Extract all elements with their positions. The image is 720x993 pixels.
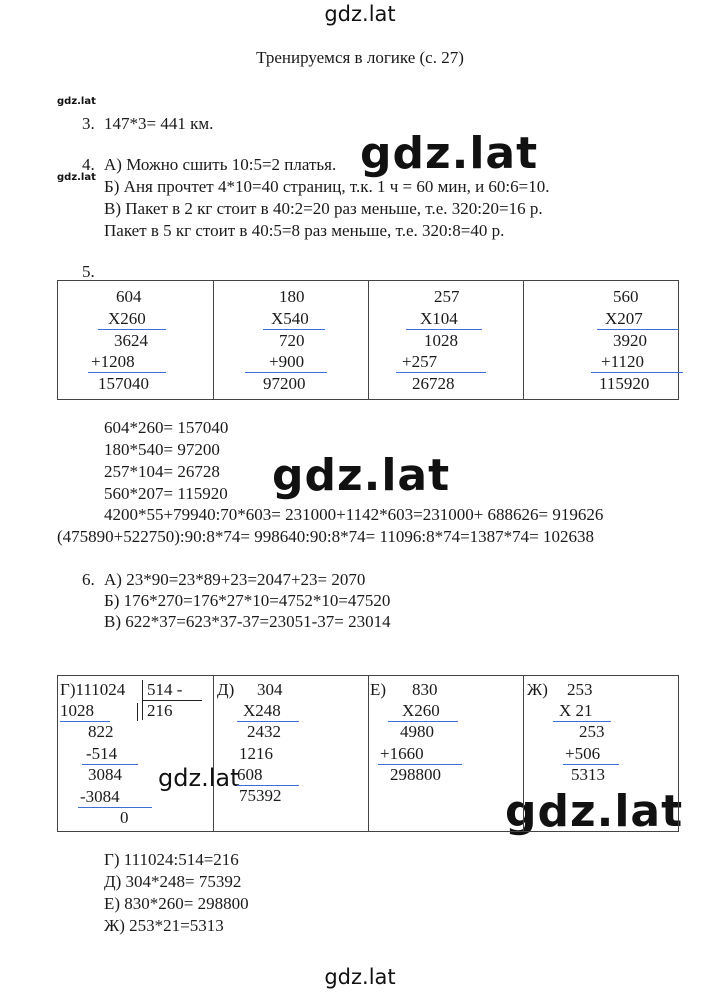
product-result: 26728 [412,374,455,393]
partial-product-2: +257 [402,352,438,371]
division-step-1: 1028 [60,701,94,720]
task3-number: 3. [82,114,95,133]
partial-product-2: +506 [565,744,601,763]
task6-result-zh: Ж) 253*21=5313 [104,916,224,935]
task6-division-cell [58,676,214,831]
task5-cell-4 [523,281,678,399]
item-label: Е) [370,680,387,699]
task4-number: 4. [82,155,95,174]
partial-product-2: +1120 [601,352,644,371]
partial-product-1: 2432 [247,722,281,741]
multiplicand: 257 [434,287,460,306]
underline [245,372,327,373]
item-label: Д) [217,680,235,699]
watermark-medium: gdz.lat [158,764,240,792]
task6-cell-e [368,676,524,831]
task6-line-a: А) 23*90=23*89+23=2047+23= 2070 [104,570,366,589]
product-result: 115920 [599,374,650,393]
multiplicand: 560 [613,287,639,306]
task5-result-2: 180*540= 97200 [104,440,220,459]
partial-product-1: 3624 [114,331,148,350]
task4-line-c: В) Пакет в 2 кг стоит в 40:2=20 раз меньше, т.е. 320:20=16 р. [104,199,543,218]
underline [78,807,152,808]
partial-product-1: 1028 [424,331,458,350]
task5-result-6: (475890+522750):90:8*74= 998640:90:8*74= 11096:8*74=1387*74= 102638 [57,527,594,546]
divisor: 514 - [147,680,183,699]
multiplicand: 304 [257,680,283,699]
division-remainder: 0 [120,808,129,827]
underline [591,372,683,373]
task6-result-g: Г) 111024:514=216 [104,850,239,869]
multiplicand: 604 [116,287,142,306]
division-step-4: 3084 [88,765,122,784]
partial-product-3: 608 [237,765,263,784]
quotient: 216 [147,701,173,720]
multiplier: X260 [402,701,440,720]
product-result: 157040 [98,374,149,393]
task4-line-b: Б) Аня прочтет 4*10=40 страниц, т.к. 1 ч = 60 мин, и 60:6=10. [104,177,550,196]
task3-text: 147*3= 441 км. [104,114,214,133]
watermark-top: gdz.lat [324,2,396,26]
division-step-3: -514 [86,744,118,763]
task6-result-e: Е) 830*260= 298800 [104,894,249,913]
underline [406,329,482,330]
multiplier: X260 [108,309,146,328]
task6-table [57,675,679,832]
task5-number: 5. [82,262,95,281]
task5-cell-1 [58,281,214,399]
underline [98,329,166,330]
task5-result-1: 604*260= 157040 [104,418,229,437]
task5-table [57,280,679,400]
partial-product-2: +1660 [380,744,424,763]
multiplicand: 180 [279,287,305,306]
partial-product-2: +900 [269,352,305,371]
task5-cell-2 [213,281,369,399]
product-result: 5313 [571,765,605,784]
task5-result-4: 560*207= 115920 [104,484,228,503]
multiplier: X248 [243,701,281,720]
task6-result-d: Д) 304*248= 75392 [104,872,242,891]
task4-line-a: А) Можно сшить 10:5=2 платья. [104,155,337,174]
division-step-5: -3084 [80,787,120,806]
multiplier: X 21 [559,701,593,720]
product-result: 97200 [263,374,306,393]
item-label: Ж) [527,680,548,699]
task6-line-b: Б) 176*270=176*27*10=4752*10=47520 [104,591,391,610]
multiplicand: 253 [567,680,593,699]
watermark-small-2: gdz.lat [57,172,96,183]
partial-product-1: 720 [279,331,305,350]
task6-line-c: В) 622*37=623*37-37=23051-37= 23014 [104,612,391,631]
task6-cell-d [213,676,369,831]
product-result: 298800 [390,765,441,784]
task5-result-3: 257*104= 26728 [104,462,220,481]
multiplier: X207 [605,309,643,328]
dividend: Г)111024 [60,680,126,699]
underline [597,329,679,330]
task5-cell-3 [368,281,524,399]
multiplier: X540 [271,309,309,328]
division-step-bar [137,703,138,721]
watermark-bottom: gdz.lat [324,965,396,989]
watermark-small-1: gdz.lat [57,96,96,107]
product-result: 75392 [239,786,282,805]
partial-product-1: 253 [579,722,605,741]
task4-line-d: Пакет в 5 кг стоит в 40:5=8 раз меньше, т.е. 320:8=40 р. [104,221,505,240]
underline [88,372,166,373]
watermark-big-2: gdz.lat [272,450,451,501]
underline [263,329,325,330]
partial-product-2: +1208 [91,352,135,371]
task6-cell-zh [523,676,678,831]
task6-number: 6. [82,570,95,589]
watermark-big-1: gdz.lat [360,128,539,179]
partial-product-1: 3920 [613,331,647,350]
task5-result-5: 4200*55+79940:70*603= 231000+1142*603=231000+ 688626= 919626 [104,505,604,524]
division-step-2: 822 [88,722,114,741]
multiplier: X104 [420,309,458,328]
partial-product-1: 4980 [400,722,434,741]
watermark-big-3: gdz.lat [505,786,684,837]
multiplicand: 830 [412,680,438,699]
page-title: Тренируемся в логике (с. 27) [256,48,464,67]
underline [396,372,486,373]
partial-product-2: 1216 [239,744,273,763]
